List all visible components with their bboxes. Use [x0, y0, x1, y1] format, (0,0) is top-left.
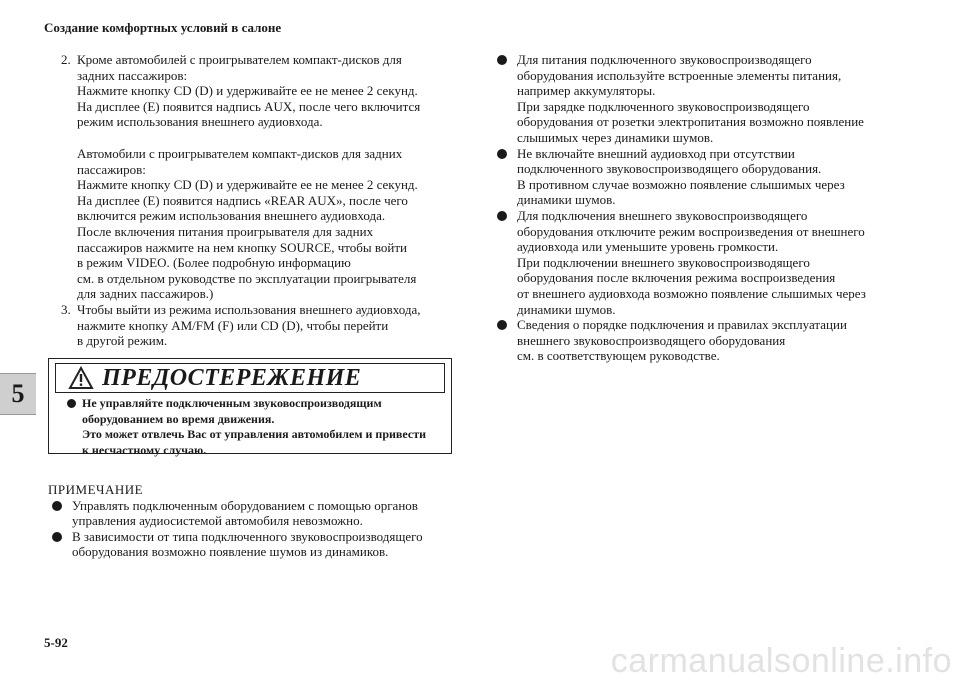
bullet-dot-icon — [497, 320, 507, 330]
bullet-dot-icon — [497, 211, 507, 221]
text-line: динамики шумов. — [517, 192, 616, 208]
text-line: Сведения о порядке подключения и правилах эксплуатации — [517, 317, 847, 333]
bullet-dot-icon — [67, 399, 76, 408]
text-line: внешнего звуковоспроизводящего оборудования — [517, 332, 786, 348]
paragraph — [77, 146, 456, 302]
text-line: Не включайте внешний аудиовход при отсутствии — [517, 145, 795, 161]
text-line: динамики шумов. — [517, 301, 616, 317]
chapter-tab: 5 — [0, 373, 36, 415]
text-line: оборудования от розетки электропитания возможно появление — [517, 114, 864, 130]
page-number: 5-92 — [44, 635, 68, 650]
bullet-dot-icon — [497, 149, 507, 159]
text-line: Автомобили с проигрывателем компакт-дисков для задних — [77, 145, 403, 161]
bullet-dot-icon — [497, 55, 507, 65]
text-line: в другой режим. — [77, 333, 168, 349]
warning-header — [55, 363, 445, 393]
warning-body — [67, 396, 447, 458]
note-section — [48, 482, 458, 560]
text-line: пассажиров: — [77, 161, 146, 177]
text-line: например аккумуляторы. — [517, 83, 656, 99]
text-line: нажмите кнопку AM/FM (F) или CD (D), чтобы перейти — [77, 317, 389, 333]
warning-triangle-icon — [68, 366, 94, 390]
text-line: в режим VIDEO. (Более подробную информацию — [77, 255, 351, 271]
list-item — [497, 146, 897, 208]
text-line: оборудования используйте встроенные элементы питания, — [517, 67, 842, 83]
text-line: Нажмите кнопку CD (D) и удерживайте ее не менее 2 секунд. — [77, 83, 418, 99]
paragraph — [77, 52, 456, 130]
text-line: см. в соответствующем руководстве. — [517, 348, 720, 364]
text-line: На дисплее (E) появится надпись AUX, после чего включится — [77, 98, 421, 114]
list-item-2 — [61, 52, 456, 302]
text-line: При зарядке подключенного звуковоспроизводящего — [517, 98, 810, 114]
text-line: включится режим использования внешнего аудиовхода. — [77, 208, 386, 224]
text-line: аудиовхода или уменьшите уровень громкости. — [517, 239, 779, 255]
item-number: 3. — [61, 301, 71, 317]
warning-title: ПРЕДОСТЕРЕЖЕНИЕ — [102, 365, 362, 391]
text-line: Для питания подключенного звуковоспроизводящего — [517, 52, 812, 67]
list-item — [497, 208, 897, 317]
text-line: режим использования внешнего аудиовхода. — [77, 114, 323, 130]
text-line: Не управляйте подключенным звуковоспроизводящим — [82, 396, 382, 410]
text-line: см. в отдельном руководстве по эксплуатации проигрывателя — [77, 270, 417, 286]
text-line: к несчастному случаю. — [82, 442, 207, 457]
text-line: Управлять подключенным оборудованием с помощью органов — [72, 497, 418, 513]
text-line: для задних пассажиров.) — [77, 286, 214, 302]
text-line: задних пассажиров: — [77, 67, 188, 83]
bullet-dot-icon — [52, 532, 62, 542]
item-number: 2. — [61, 52, 71, 67]
note-bullet — [52, 498, 458, 529]
text-line: управления аудиосистемой автомобиля невозможно. — [72, 513, 363, 529]
list-item — [497, 52, 897, 146]
text-line: оборудования возможно появление шумов из динамиков. — [72, 544, 389, 560]
text-line: Чтобы выйти из режима использования внешнего аудиовхода, — [77, 301, 421, 317]
watermark: carmanualsonline.info — [610, 642, 952, 680]
text-line: Это может отвлечь Вас от управления автомобилем и привести — [82, 427, 426, 442]
page-header: Создание комфортных условий в салоне — [44, 20, 282, 35]
text-line: слышимых через динамики шумов. — [517, 129, 714, 145]
text-line: В зависимости от типа подключенного звуковоспроизводящего — [72, 528, 423, 544]
bullet-dot-icon — [52, 501, 62, 511]
right-column — [497, 52, 897, 364]
text-line: оборудованием во время движения. — [82, 411, 275, 426]
text-line: оборудования после включения режима воспроизведения — [517, 270, 836, 286]
left-column — [61, 52, 456, 349]
text-line: подключенного звуковоспроизводящего оборудования. — [517, 161, 822, 177]
warning-box — [48, 358, 452, 457]
text-line: При подключении внешнего звуковоспроизводящего — [517, 254, 810, 270]
text-line: На дисплее (E) появится надпись «REAR AUX», после чего — [77, 192, 408, 208]
text-line: Кроме автомобилей с проигрывателем компакт-дисков для — [77, 52, 402, 67]
paragraph — [77, 302, 456, 349]
text-line: оборудования отключите режим воспроизведения от внешнего — [517, 223, 865, 239]
text-line: от внешнего аудиовхода возможно появление слышимых через — [517, 285, 866, 301]
list-item-3 — [61, 302, 456, 349]
note-title: ПРИМЕЧАНИЕ — [48, 482, 144, 497]
note-bullet — [52, 529, 458, 560]
text-line: Нажмите кнопку CD (D) и удерживайте ее не менее 2 секунд. — [77, 177, 418, 193]
list-item — [497, 317, 897, 364]
text-line: После включения питания проигрывателя для задних — [77, 223, 374, 239]
text-line: пассажиров нажмите на нем кнопку SOURCE, чтобы войти — [77, 239, 407, 255]
warning-bullet — [67, 396, 447, 458]
text-line: Для подключения внешнего звуковоспроизводящего — [517, 207, 808, 223]
text-line: В противном случае возможно появление слышимых через — [517, 176, 845, 192]
